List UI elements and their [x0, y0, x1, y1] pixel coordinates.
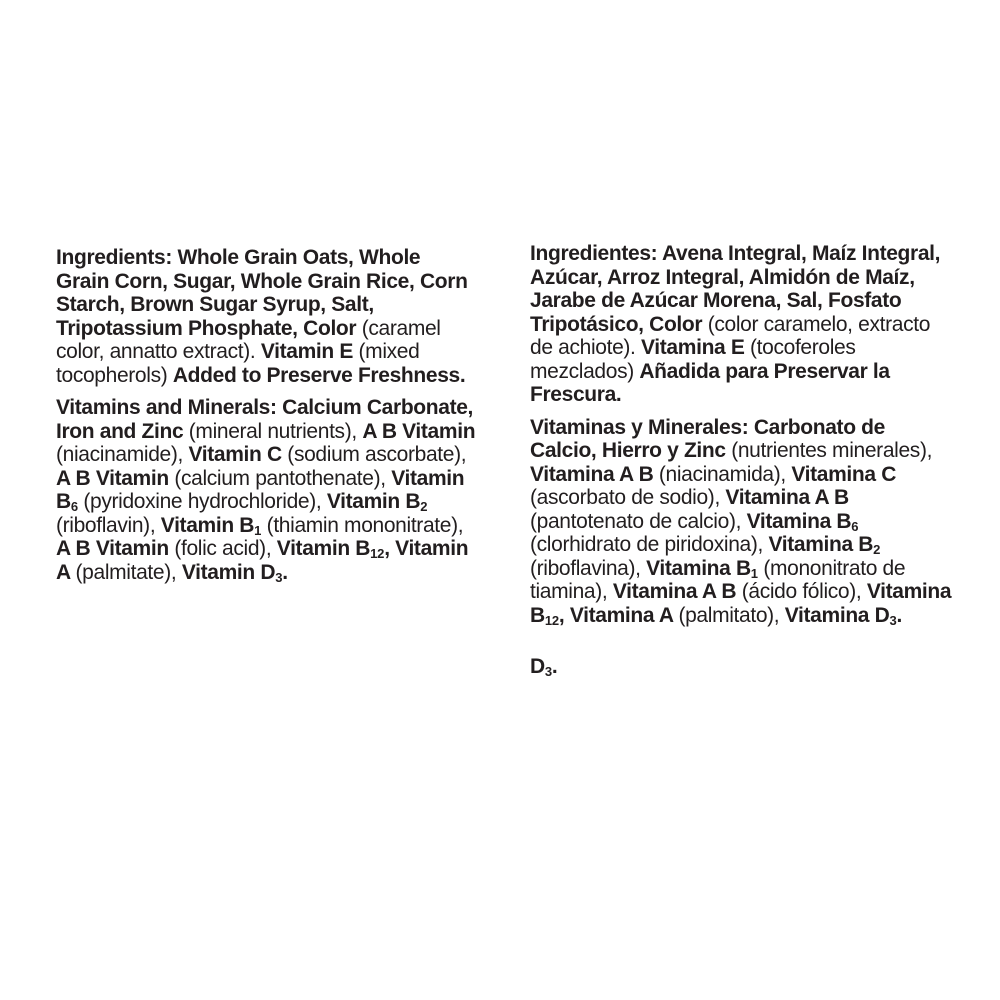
text-run: (calcium pantothenate),	[174, 466, 392, 490]
text-run: (pantotenato de calcio),	[530, 509, 747, 533]
subscript-run: 6	[851, 518, 859, 534]
text-run: (nutrientes minerales),	[731, 439, 933, 462]
text-run: (pyridoxine hydrochloride),	[83, 490, 327, 513]
text-run: Vitamin B	[276, 537, 371, 560]
text-run: .	[282, 560, 288, 584]
text-run: (tocoferoles mezclados)	[530, 336, 856, 383]
text-run: (riboflavina),	[530, 556, 647, 580]
text-run: , Vitamina A	[558, 603, 679, 627]
subscript-run: 12	[544, 612, 559, 628]
text-run: (folic acid),	[174, 537, 277, 560]
text-run: (ascorbato de sodio),	[530, 486, 726, 509]
text-run: Vitamina C	[791, 462, 897, 486]
text-run: Vitamina B	[746, 509, 852, 533]
text-run: A B Vitamin	[362, 419, 476, 443]
text-run: (palmitate),	[75, 560, 182, 584]
text-run: Añadida para Preservar la Frescura.	[530, 359, 890, 406]
ingredients-column-english	[56, 246, 478, 593]
text-run: Vitamina D	[784, 603, 890, 627]
text-run: Vitamina B	[768, 533, 874, 556]
text-run: Vitamina B	[646, 556, 751, 580]
subscript-run: 12	[370, 545, 385, 561]
text-run: Vitamin B	[326, 490, 421, 513]
text-run: (palmitato),	[678, 603, 785, 627]
subscript-run: 3	[889, 612, 897, 628]
text-run: (mixed tocopherols)	[56, 340, 420, 387]
text-run: .	[551, 655, 558, 678]
text-run: (mononitrato de tiamina),	[530, 556, 906, 603]
text-run: Vitamina A B	[725, 486, 849, 509]
text-run: Vitamins and Minerals: Calcium Carbonate, Iron and Zinc	[56, 396, 474, 443]
ingredients-english-paragraph	[56, 246, 478, 387]
text-run: Vitamina E	[641, 336, 751, 359]
text-run: (niacinamide),	[56, 443, 189, 466]
text-run: (sodium ascorbate),	[287, 443, 467, 466]
text-run: (thiamin mononitrate),	[266, 513, 464, 537]
text-run: .	[896, 603, 902, 627]
ingredients-column-spanish	[530, 242, 952, 688]
subscript-run: 2	[873, 541, 881, 557]
text-run: Vitamina A B	[530, 462, 659, 486]
text-run: Vitamin D	[181, 560, 276, 584]
text-run: Vitamin E	[260, 340, 359, 363]
ingredients-spanish-paragraph	[530, 655, 952, 679]
text-run: Vitamina A B	[612, 580, 742, 603]
text-run: Added to Preserve Freshness.	[172, 363, 466, 387]
subscript-run: 2	[420, 498, 428, 514]
text-run: Vitamin B	[56, 466, 465, 513]
text-run: A B Vitamin	[56, 466, 175, 490]
text-run: (ácido fólico),	[741, 580, 867, 603]
text-run: Vitaminas y Minerales: Carbonato de Calcio, Hierro y Zinc	[530, 415, 885, 462]
text-run: (niacinamida),	[658, 462, 792, 486]
ingredients-english-paragraph	[56, 396, 478, 584]
subscript-run: 3	[544, 663, 552, 679]
text-run: D	[530, 655, 545, 678]
text-run: , Vitamin A	[56, 537, 469, 584]
text-run: A B Vitamin	[56, 537, 175, 560]
subscript-run: 3	[275, 569, 283, 585]
subscript-run: 1	[750, 565, 758, 581]
ingredients-spanish-paragraph	[530, 242, 952, 407]
text-run: (color caramelo, extracto de achiote).	[530, 312, 931, 359]
subscript-run: 1	[254, 522, 262, 538]
text-run: (riboflavin),	[56, 513, 161, 537]
subscript-run: 6	[70, 498, 78, 514]
text-run: Ingredients: Whole Grain Oats, Whole Grain Corn, Sugar, Whole Grain Rice, Corn Starch, Brown Sugar Syrup, Salt, Tripotassium Phosphate, Color	[56, 246, 468, 340]
text-run: (clorhidrato de piridoxina),	[530, 533, 769, 556]
text-run: Vitamina B	[530, 580, 952, 627]
text-run: Vitamin C	[188, 443, 288, 466]
text-run: (caramel color, annatto extract).	[56, 316, 441, 363]
ingredients-spanish-paragraph	[530, 416, 952, 628]
text-run: (mineral nutrients),	[188, 419, 363, 443]
text-run: Vitamin B	[160, 513, 255, 537]
text-run: Ingredientes: Avena Integral, Maíz Integral, Azúcar, Arroz Integral, Almidón de Maíz, Jarabe de Azúcar Morena, Sal, Fosfato Tripotásico, Color	[530, 242, 941, 336]
